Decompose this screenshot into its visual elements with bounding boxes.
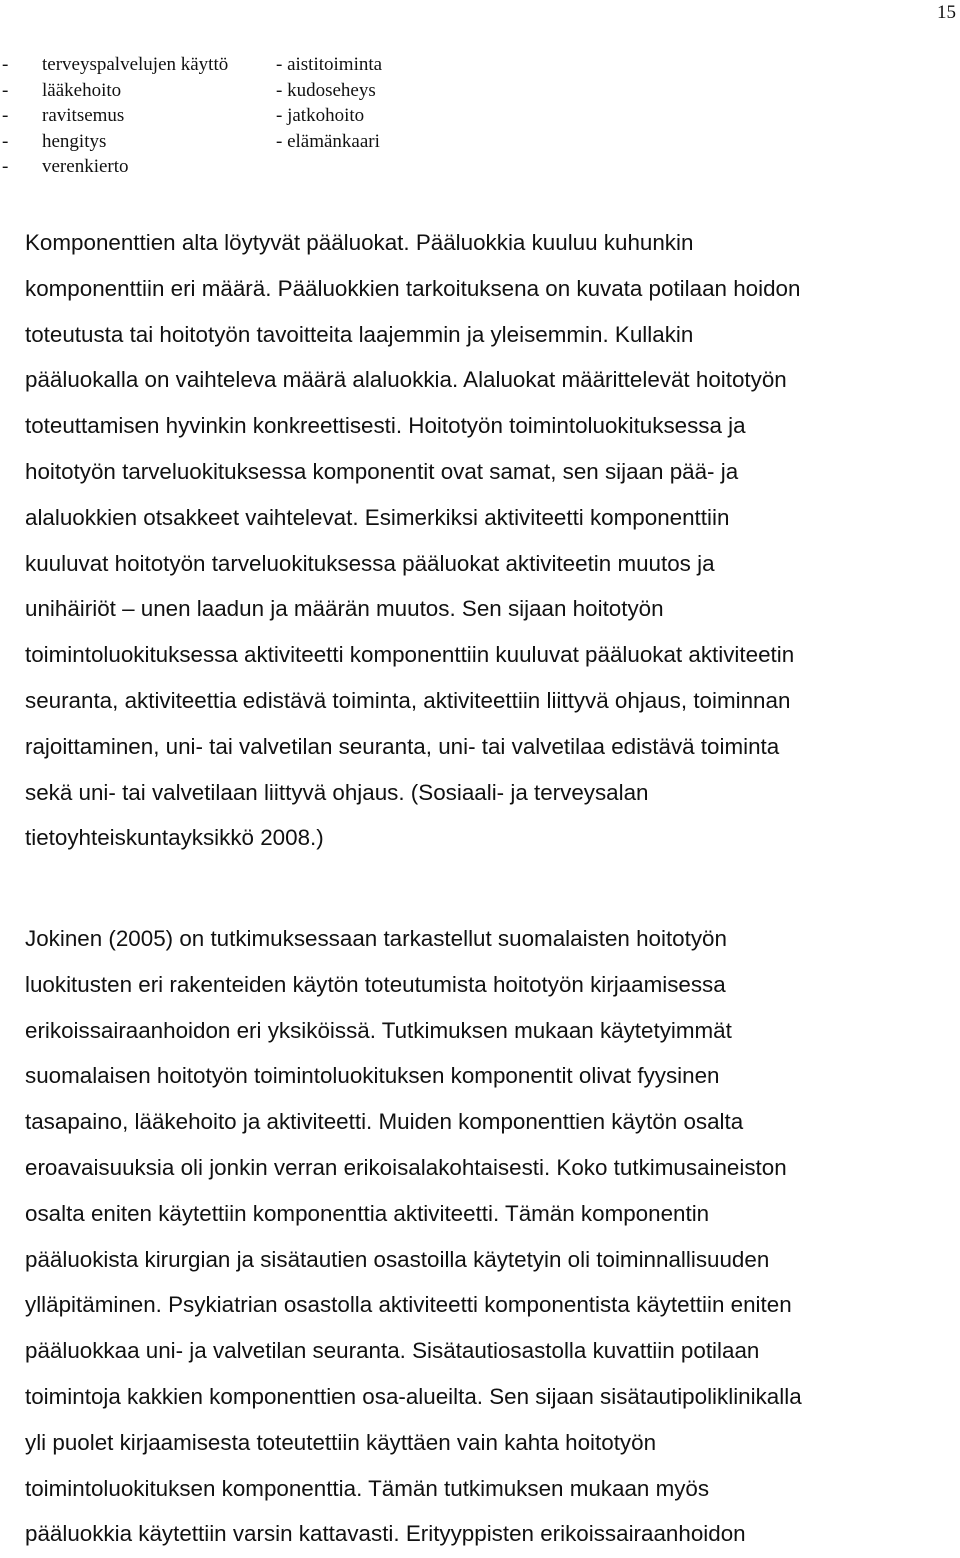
text-line: erikoissairaanhoidon eri yksiköissä. Tutkimuksen mukaan käytetyimmät: [25, 1017, 732, 1043]
list-item: hengitys: [42, 130, 107, 152]
list-item: - kudoseheys: [276, 79, 376, 101]
list-row: [0, 103, 420, 129]
body-paragraph: [25, 916, 960, 1557]
text-line: suomalaisen hoitotyön toimintoluokituksen komponentit olivat fyysinen: [25, 1063, 720, 1089]
list-dash: -: [2, 79, 9, 101]
list-item: - jatkohoito: [276, 105, 365, 126]
list-row: [0, 129, 420, 155]
page-number: 15: [937, 2, 956, 23]
text-line: tasapaino, lääkehoito ja aktiviteetti. Muiden komponenttien käytön osalta: [25, 1109, 744, 1135]
list-item: verenkierto: [42, 156, 129, 177]
text-line: eroavaisuuksia oli jonkin verran erikoisalakohtaisesti. Koko tutkimusaineiston: [25, 1154, 787, 1180]
text-line: unihäiriöt – unen laadun ja määrän muutos. Sen sijaan hoitotyön: [25, 596, 664, 622]
text-line: pääluokalla on vaihteleva määrä alaluokkia. Alaluokat määrittelevät hoitotyön: [25, 367, 787, 393]
list-item: ravitsemus: [42, 105, 125, 126]
text-line: sekä uni- tai valvetilaan liittyvä ohjaus. (Sosiaali- ja terveysalan: [25, 779, 649, 805]
text-line: toimintoluokituksen komponenttia. Tämän tutkimuksen mukaan myös: [25, 1475, 710, 1501]
text-line: seuranta, aktiviteettia edistävä toiminta, aktiviteettiin liittyvä ohjaus, toiminnan: [25, 687, 791, 713]
list-row: [0, 154, 420, 180]
list-dash: -: [2, 54, 9, 75]
text-line: alaluokkien otsakkeet vaihtelevat. Esimerkiksi aktiviteetti komponenttiin: [25, 504, 730, 530]
text-line: pääluokkaa uni- ja valvetilan seuranta. Sisätautiosastolla kuvattiin potilaan: [25, 1338, 760, 1364]
topic-list: [0, 52, 420, 180]
text-line: pääluokista kirurgian ja sisätautien osastoilla käytetyin oli toiminnallisuuden: [25, 1246, 770, 1272]
list-item: - aistitoiminta: [276, 54, 383, 75]
text-line: Jokinen (2005) on tutkimuksessaan tarkastellut suomalaisten hoitotyön: [25, 926, 727, 951]
text-line: hoitotyön tarveluokituksessa komponentit ovat samat, sen sijaan pää- ja: [25, 458, 739, 484]
text-line: toteuttamisen hyvinkin konkreettisesti. Hoitotyön toimintoluokituksessa ja: [25, 413, 746, 439]
text-line: ylläpitäminen. Psykiatrian osastolla aktiviteetti komponentista käytettiin eniten: [25, 1292, 792, 1318]
text-line: Komponenttien alta löytyvät pääluokat. Pääluokkia kuuluu kuhunkin: [25, 230, 694, 255]
list-item: terveyspalvelujen käyttö: [42, 54, 229, 75]
text-line: toimintoluokituksessa aktiviteetti komponenttiin kuuluvat pääluokat aktiviteetin: [25, 642, 795, 668]
text-line: komponenttiin eri määrä. Pääluokkien tarkoituksena on kuvata potilaan hoidon: [25, 275, 801, 301]
list-dash: -: [2, 156, 9, 177]
text-line: toimintoja kakkien komponenttien osa-alueilta. Sen sijaan sisätautipoliklinikalla: [25, 1383, 802, 1409]
list-dash: -: [2, 130, 9, 152]
text-line: kuuluvat hoitotyön tarveluokituksessa pääluokat aktiviteetin muutos ja: [25, 550, 715, 576]
list-dash: -: [2, 105, 9, 126]
text-line: tietoyhteiskuntayksikkö 2008.): [25, 825, 324, 851]
text-line: pääluokkia käytettiin varsin kattavasti. Erityyppisten erikoissairaanhoidon: [25, 1521, 746, 1547]
list-item: lääkehoito: [42, 79, 122, 101]
list-row: [0, 78, 420, 104]
list-row: [0, 52, 420, 78]
text-line: rajoittaminen, uni- tai valvetilan seuranta, uni- tai valvetilaa edistävä toiminta: [25, 733, 780, 759]
text-line: yli puolet kirjaamisesta toteutettiin käyttäen vain kahta hoitotyön: [25, 1429, 657, 1455]
list-item: - elämänkaari: [276, 130, 380, 152]
text-line: toteutusta tai hoitotyön tavoitteita laajemmin ja yleisemmin. Kullakin: [25, 321, 694, 347]
text-line: osalta eniten käytettiin komponenttia aktiviteetti. Tämän komponentin: [25, 1200, 710, 1226]
body-paragraph: [25, 220, 960, 861]
text-line: luokitusten eri rakenteiden käytön toteutumista hoitotyön kirjaamisessa: [25, 971, 726, 997]
